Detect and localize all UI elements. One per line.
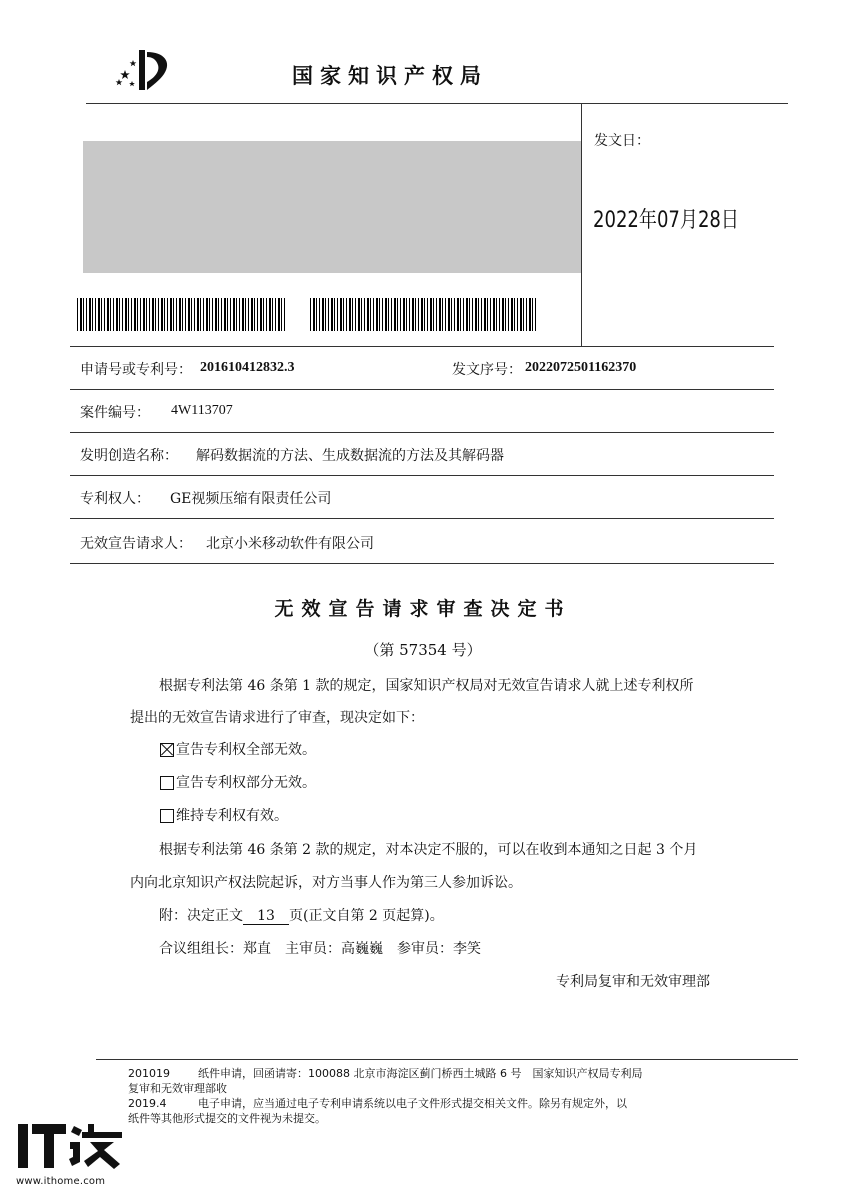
footer-code-1: 201019	[128, 1067, 170, 1080]
requester-value: 北京小米移动软件有限公司	[206, 536, 374, 552]
issue-date-label: 发文日：	[594, 133, 650, 149]
issuing-department: 专利局复审和无效审理部	[556, 974, 710, 990]
intro-line-2: 提出的无效宣告请求进行了审查，现决定如下：	[130, 710, 424, 726]
patentee-label: 专利权人：	[80, 491, 150, 507]
option-checkbox-partial-invalid	[160, 776, 174, 790]
footer-code-2: 2019.4	[128, 1097, 167, 1110]
table-line	[70, 346, 774, 347]
cnipa-logo	[112, 48, 178, 92]
serial-no-value: 2022072501162370	[525, 360, 637, 375]
case-no-label: 案件编号：	[80, 405, 150, 421]
attachment-line	[159, 900, 444, 932]
attachment-pages: 13	[243, 908, 289, 925]
option-checkbox-maintain-valid	[160, 809, 174, 823]
option-label-full-invalid: 宣告专利权全部无效。	[176, 742, 316, 758]
issue-date-value: 2022年07月28日	[593, 208, 739, 233]
serial-no-label: 发文序号：	[452, 362, 522, 378]
redacted-address-block	[83, 141, 581, 273]
footer-text-2b: 纸件等其他形式提交的文件视为未提交。	[128, 1112, 326, 1125]
application-no-value: 201610412832.3	[200, 360, 295, 375]
header-divider	[86, 103, 788, 104]
barcode-right	[310, 298, 538, 331]
table-line	[70, 432, 774, 433]
table-line	[70, 475, 774, 476]
ithome-watermark-logo	[16, 1118, 128, 1174]
ithome-watermark-url: www.ithome.com	[16, 1176, 106, 1187]
case-no-value: 4W113707	[171, 403, 233, 418]
attachment-suffix: 页(正文自第 2 页起算)。	[289, 908, 444, 924]
table-line	[70, 518, 774, 519]
decision-number: （第 57354 号）	[364, 641, 482, 659]
office-name: 国家知识产权局	[292, 64, 488, 88]
appeal-line-1: 根据专利法第 46 条第 2 款的规定，对本决定不服的，可以在收到本通知之日起 3 个月	[159, 842, 698, 858]
patentee-value: GE视频压缩有限责任公司	[170, 491, 332, 507]
table-line	[70, 389, 774, 390]
panel-members: 合议组组长：郑直 主审员：高巍巍 参审员：李笑	[159, 941, 481, 957]
option-label-partial-invalid: 宣告专利权部分无效。	[176, 775, 316, 791]
attachment-prefix: 附：决定正文	[159, 908, 243, 924]
table-line	[70, 563, 774, 564]
barcode-left	[77, 298, 285, 331]
intro-line-1: 根据专利法第 46 条第 1 款的规定，国家知识产权局对无效宣告请求人就上述专利权所	[159, 678, 694, 694]
footer-text-1b: 复审和无效审理部收	[128, 1082, 227, 1095]
invention-label: 发明创造名称：	[80, 448, 178, 464]
application-no-label: 申请号或专利号：	[80, 362, 192, 378]
option-label-maintain-valid: 维持专利权有效。	[176, 808, 288, 824]
footer-notes	[128, 1066, 728, 1126]
requester-label: 无效宣告请求人：	[80, 536, 192, 552]
option-checkbox-full-invalid	[160, 743, 174, 757]
invention-value: 解码数据流的方法、生成数据流的方法及其解码器	[196, 448, 504, 464]
footer-divider	[96, 1059, 798, 1060]
decision-title: 无效宣告请求审查决定书	[274, 598, 572, 620]
footer-text-1: 纸件申请，回函请寄：100088 北京市海淀区蓟门桥西土城路 6 号 国家知识产权局专利局	[198, 1067, 643, 1080]
appeal-line-2: 内向北京知识产权法院起诉，对方当事人作为第三人参加诉讼。	[130, 875, 522, 891]
footer-text-2: 电子申请，应当通过电子专利申请系统以电子文件形式提交相关文件。除另有规定外，以	[198, 1097, 627, 1110]
date-column-divider	[581, 103, 582, 346]
